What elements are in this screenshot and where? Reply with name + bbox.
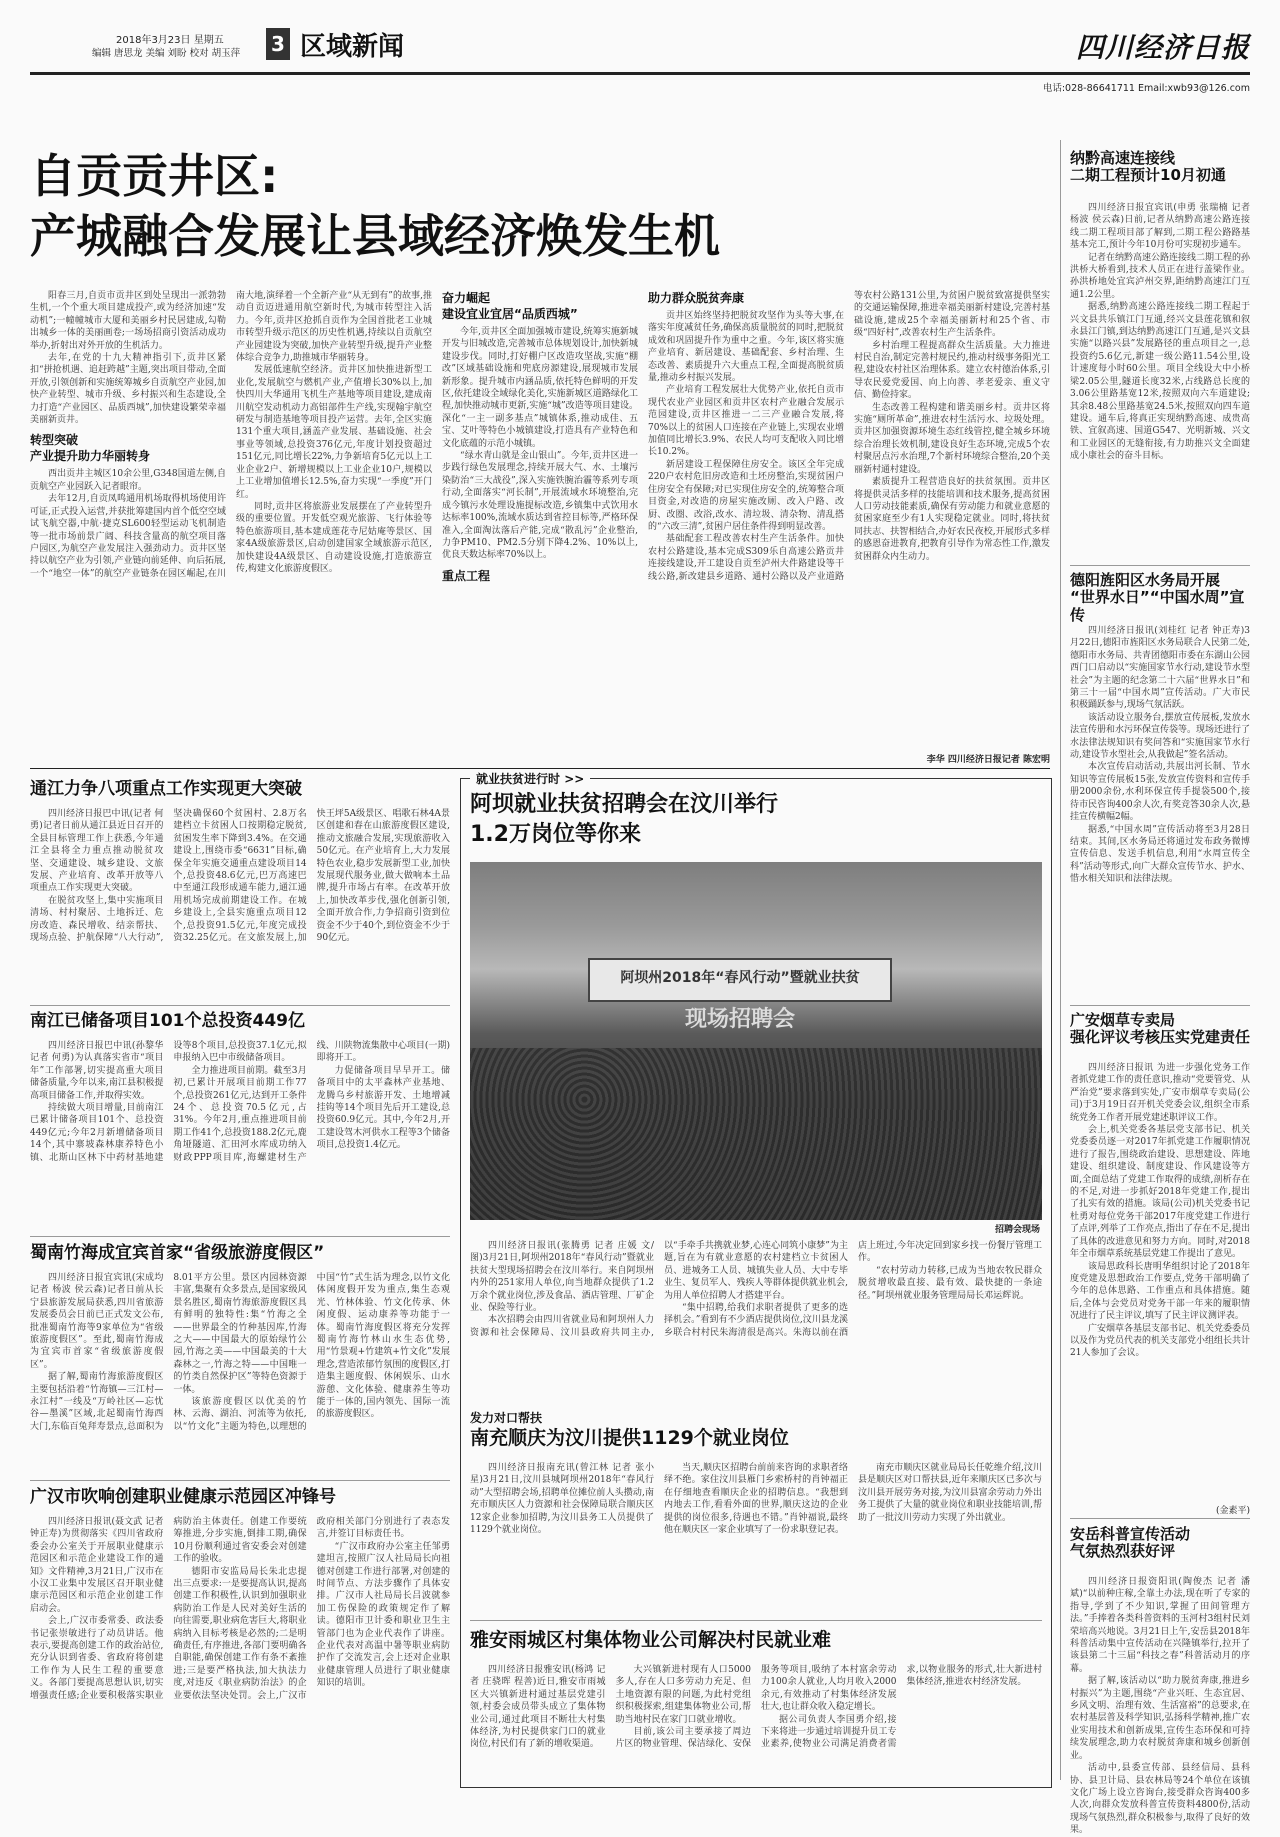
photo-caption: 招聘会现场 <box>994 1225 1040 1235</box>
sidebar-a3-title <box>1070 1012 1250 1047</box>
page-number: 3 <box>266 28 290 60</box>
yaan-body <box>470 1664 1042 1782</box>
sidebar-a2-body <box>1070 625 1250 995</box>
sidebar-rule <box>1070 1005 1250 1006</box>
date-line: 2018年3月23日 星期五 <box>116 35 224 46</box>
sidebar-a1-title-line2: 二期工程预计10月初通 <box>1070 166 1226 185</box>
lead-subhead-2b: 建设宜业宜居“品质西城” <box>442 307 578 321</box>
sidebar-a3-byline: (金素平) <box>1215 1506 1250 1516</box>
article-paragraph: 四川经济日报雅安讯(杨鸿 记者 庄骁晖 程善)近日,雅安市雨城区大兴镇新进村通过基层党建引领,村委会成员带头成立了集体物业公司,通过此项目不断壮大村集体经济,为村民提供家门口的就业岗位,村民们有了新的增收渠道。 <box>470 1665 606 1750</box>
sidebar-divider <box>1060 140 1061 1780</box>
article-paragraph: 该旅游度假区以优美的竹林、云海、湖泊、河流等为依托,以“竹文化”主题为特色,以理想的中国“竹”式生活为理念,以竹文化体闲度假开发为重点,集生态观光、竹林体验、竹文化传承、休闲度假、运动康养等功能于一体。蜀南竹海度假区将充分发挥蜀南竹海竹林山水生态优势,用“竹景观+竹建筑+竹文化”发展理念,营造浓郁竹氛围的度假区,打造集主题度假、休闲娱乐、山水游憩、文化体验、健康养生等功能于一体的,国内领先、国际一流的旅游度假区。 <box>173 1273 450 1432</box>
lead-paragraph: 今年,贡井区全面加强城市建设,统筹实施新城开发与旧城改造,完善城市总体规划设计,加快新城建设步伐。同时,打好棚户区改造攻坚战,实施“棚改”区域基础设施和兜底房源建设,展现城市发展新形象。提升城市内涵品质,依托特色鲜明的开发区,依托建设全域绿化美化,实施新城区道路绿化工程,加快推动城市更新,实施“城”改造等项目建设。深化“一主一副多基点”城镇体系,推动成佳、五宝、艾叶等特色小城镇建设,打造具有产业特色和文化底蕴的示范小城镇。 <box>442 327 638 449</box>
sidebar-paragraph: 活动中,县委宣传部、县经信局、县科协、县卫计局、县农林局等24个单位在该镇文化广场上设立咨询台,接受群众咨询400多人次,向群众发放科普宣传资料4800份,活动现场气氛热烈,群众积极参与,取得了良好的效果。 <box>1070 1763 1250 1836</box>
sidebar-paragraph: 四川经济日报宜宾讯(申勇 张瑞楠 记者 杨波 侯云森)日前,记者从纳黔高速公路连接线二期工程项目部了解到,二期工程公路路基基本完工,预计今年10月份可实现初步通车。 <box>1070 203 1250 251</box>
sidebar-paragraph: 据悉,“中国水周”宣传活动将至3月28日结束。其间,区水务局还将通过发布政务微博宣传信息、发送手机信息,利用“水周宣传全科”活动等形式,向广大群众宣传节水、护水、惜水相关知识和法律法规。 <box>1070 824 1250 885</box>
double-chevron-icon: >> <box>564 772 585 786</box>
article-paragraph: 大兴镇新进村现有人口5000多人,存在人口多劳动力充足、但土地资源有限的问题,为此村党组织积极探索,组建集体物业公司,帮助当地村民在家门口就业增收。 <box>615 1665 751 1725</box>
employment-body <box>470 1240 1042 1402</box>
article-paragraph: 四川经济日报讯(张腾勇 记者 庄媛 文/图)3月21日,阿坝州2018年“春风行动”暨就业扶贫大型现场招聘会在汶川举行。来自阿坝州内外的251家用人单位,向当地群众提供了1.2万余个就业岗位,涉及食品、酒店管理、厂矿企业、保险等行业。 <box>470 1241 654 1314</box>
article-paragraph: “集中招聘,给我们求职者提供了更多的选择机会。”看到有不少酒店提供岗位,汶川县龙溪乡联合村村民朱海清很是高兴。朱海以前在酒店上班过,今年决定回到家乡找一份餐厅管理工作。 <box>664 1241 1042 1338</box>
article-paragraph: 在脱贫攻坚上,集中实施项目清场、村村聚居、土地拆迁、危房改造、森民增收、结亲帮扶、现场点验、护航保障“八大行动”,坚决确保60个贫困村、2.8万名建档立卡贫困人口按期稳定脱贫,贫困发生率下降到3.4%。在交通建设上,围绕市委“6631”目标,确保全年实施交通重点建设项目14个,总投资48.6亿元,巴万高速巴中至通江段形成通车能力,通江通用机场完成前期建设工作。在城乡建设上,全县实施重点项目12个,总投资91.5亿元,年度完成投资32.25亿元。在文旅发展上,加快王坪5A级景区、唱歌石林4A景区创建和春在山旅游度假区建设,推动文旅融合发展,实现旅游收入50亿元。在产业培育上,大力发展特色农业,稳步发展新型工业,加快发展现代服务业,做大做响本土品牌,提升市场占有率。在改革开放上,加快改革步伐,强化创新引领,全面开放合作,力争招商引资到位资金不少于40个,到位资金不少于90亿元。 <box>30 809 450 944</box>
editors-line: 编辑 唐思龙 美编 刘盼 校对 胡玉萍 <box>92 48 241 59</box>
lead-paragraph: 产业培育工程发展壮大优势产业,依托自贡市现代农业产业园区和贡井区农村产业融合发展示范园建设,贡井区推进一二三产业融合发展,将70%以上的贫困人口连接在产业链上,实现农业增加值同比增长3.9%、农民人均可支配收入同比增长10.2%。 <box>648 385 844 458</box>
lead-paragraph: 新居建设工程保障住房安全。该区全年完成220户农村危旧房改造和土坯房整治,实现贫困户住房安全有保障;对已实现住房安全的,统筹整合项目资金,对改造的房屋实施改厕、改入户路、改厨、改圈、改浴,改水、清垃圾、清杂物、清乱搭的“六改三清”,贫困户居住条件得到明显改善。 <box>648 459 844 532</box>
tongjiang-title: 通江力争八项重点工作实现更大突破 <box>30 779 302 799</box>
nanjiang-title: 南江已储备项目101个总投资449亿 <box>30 1011 305 1031</box>
sidebar-a4-title <box>1070 1526 1250 1561</box>
tongjiang-body <box>30 808 450 998</box>
lead-paragraph: 生态改善工程构建和谐美丽乡村。贡井区将实施“厕所革命”,推进农村生活污水、垃圾处理。贡井区加强资源环境生态红线管控,健全城乡环境综合治理长效机制,建设良好生态环境,完成5个农村聚居点污水治理,7个新村环境综合整治,20个美丽新村通村建设。 <box>854 402 1050 475</box>
lead-subhead-2a: 奋力崛起 <box>442 291 491 305</box>
lead-paragraph: 基础配套工程改善农村生产生活条件。加快农村公路建设,基本完成S309乐自高速公路贡井连接线建设,开工建设自贡至泸州大件路建设等干线公路,新改建县乡道路、通村公路以及产业道路等农村公路131公里,为贫困户脱贫致富提供坚实的交通运输保障,推进幸福美丽新村建设,完善村基础设施,建成25个幸福美丽新村和25个省、市级“四好村”,改善农村生产生活条件。 <box>648 291 1050 582</box>
sidebar-paragraph: 据悉,纳黔高速公路连接线二期工程起于兴文县共乐镇江门互通,经兴文县莲花镇和叙永县江门镇,到达纳黔高速江门互通,是兴文县实施“以路兴县”发展路径的重点项目之一,总投资约5.6亿元,新建一级公路11.54公里,设计速度每小时60公里。项目全线设大中小桥梁2.05公里,隧道长度32米,占线路总长度的3.06公里路基宽12米,按照双向六车道建设;其余8.48公里路基宽24.5米,按照双向四车道建设。通车后,将真正实现纳黔高速、成贵高铁、宜叙高速、国道G547、光明新城、兴文和工业园区的无缝衔接,有力助推兴文全面建成小康社会的奋斗目标。 <box>1070 302 1250 462</box>
sidebar-rule <box>1070 1518 1250 1519</box>
sidebar-a4-body <box>1070 1576 1250 1836</box>
sidebar-a1-title-line1: 纳黔高速连接线 <box>1070 149 1176 167</box>
guanghan-title: 广汉市吹响创建职业健康示范园区冲锋号 <box>30 1487 336 1507</box>
sidebar-paragraph: 四川经济日报讯 为进一步强化党务工作者抓党建工作的责任意识,推动“党要管党、从严治党”要求落到实处,广安市烟草专卖局(公司)于3月19日召开机关党委会议,组织全市系统党务工作者开展党建述职评议工作。 <box>1070 1063 1250 1123</box>
sidebar-paragraph: 该活动设立服务台,摆放宣传展板,发放水法宣传册和水污环保宣传袋等。现场还进行了水法律法规知识有奖问答和“实施国家节水行动,建设节水型社会,从我做起”签名活动。 <box>1070 712 1251 761</box>
sidebar-a4-title-line2: 气氛热烈获好评 <box>1070 1542 1176 1561</box>
paper-logo: 四川经济日报 <box>1075 31 1250 64</box>
sidebar-a4-title-line1: 安岳科普宣传活动 <box>1070 1525 1191 1543</box>
article-paragraph: 四川经济日报讯(聂文武 记者 钟正寿)为贯彻落实《四川省政府委会办公室关于开展职业健康示范园区和示范企业建设工作的通知》文件精神,3月21日,广汉市在小汉工业集中发展区召开职业健康示范园区和示范企业创建工作启动会。 <box>30 1517 164 1614</box>
sidebar-a1-title <box>1070 150 1250 185</box>
lead-title-line2: 产城融合发展让县域经济焕发生机 <box>30 209 720 263</box>
article-rule <box>30 1236 450 1237</box>
lead-paragraph: 西出贡井主城区10余公里,G348国道左侧,自贡航空产业园跃入记者眼帘。 <box>30 469 226 492</box>
sidebar-a2-title-line1: 德阳旌阳区水务局开展 <box>1070 571 1221 589</box>
contact-line: 电话:028-86641711 Email:xwb93@126.com <box>1042 83 1250 94</box>
sidebar-paragraph: 本次宣传启动活动,共展出河长制、节水知识等宣传展板15张,发放宣传资料和宣传手册2000余份,水利环保宣传手提袋500个,接待市民咨询400余人次,有奖竞答30余人次,悬挂宣传横幅2幅。 <box>1070 762 1250 823</box>
article-paragraph: 当天,顺庆区招聘台前前来咨询的求职者络绎不绝。家住汶川县雁门乡索桥村的肖钟福正在仔细地查看顺庆企业的招聘信息。“我想到内地去工作,看看外面的世界,顺庆这边的企业提供的岗位很多,待遇也不错。”肖钟福说,最终他在顺庆区一家企业填写了一份求职登记表。 <box>664 1463 848 1536</box>
article-rule <box>470 1620 1042 1621</box>
lead-paragraph: 发展低速航空经济。贡井区加快推进新型工业化,发展航空与燃机产业,产值增长30%以上,加快四川大华通用飞机生产基地等项目建设,建成南川航空发动机动力高铝部件生产线,实现翰宇航空研发与制造基地等项目投产运营。去年,全区实施131个重大项目,涵盖产业发展、基础设施、社会事业等领域,总投资376亿元,年度计划投资超过151亿元,同比增长22%,力争新培育5亿元以上工业企业2户、新增规模以上工业企业10户,规模以上工业增加值增长12.5%,奋力实现“一季度”开门红。 <box>236 365 432 500</box>
lead-article-body <box>30 290 1050 750</box>
shunan-title: 蜀南竹海成宜宾首家“省级旅游度假区” <box>30 1243 325 1263</box>
article-rule <box>30 1480 450 1481</box>
lead-title-line1: 自贡贡井区: <box>30 149 279 203</box>
nanjiang-body <box>30 1040 450 1230</box>
lead-subhead-3a: 重点工程 <box>442 568 491 583</box>
article-paragraph: 四川经济日报巴中讯(记者 何勇)记者日前从通江县近日召开的全县目标管理工作上获悉,今年通江全县将全力重点推动脱贫攻坚、交通建设、城乡建设、文旅发展、产业培育、改革开放等八项重点工作实现更大突破。 <box>30 809 164 894</box>
article-paragraph: 四川经济日报宜宾讯(宋成均 记者 杨波 侯云森)记者日前从长宁县旅游发展局获悉,四川省旅游发展委员会日前已正式发文公布,批准蜀南竹海等9家单位为“省级旅游度假区”。至此,蜀南竹海成为宜宾市首家“省级旅游度假区”。 <box>30 1273 164 1370</box>
lead-bottom-rule <box>30 768 1050 769</box>
lead-paragraph: 贡井区始终坚持把脱贫攻坚作为头等大事,在落实年度减贫任务,确保高质量脱贫的同时,把脱贫成效和巩固提升作为重中之重。今年,该区将实施产业培育、新居建设、基础配套、乡村治理、生态改善、素质提升六大重点工程,全面提高脱贫质量,推动乡村振兴发展。 <box>648 311 844 384</box>
section-name: 区域新闻 <box>300 32 405 62</box>
article-paragraph: 全力推进项目前期。截至3月初,已累计开展项目前期工作77个,总投资261亿元,达到开工条件24个、总投资70.5亿元,占31%。今年2月,重点推进项目前期工作41个,总投资188.2亿元,鹿角垭隧道、汇田河水库成功纳入财政PPP项目库,海螺建材生产线、川陕物流集散中心项目(一期)即将开工。 <box>173 1041 450 1163</box>
article-paragraph: “农村劳动力转移,已成为当地农牧民群众脱贫增收最直接、最有效、最快捷的一条途径。”阿坝州就业服务管理局局长邓运辉说。 <box>858 1265 1042 1301</box>
article-paragraph: “广汉市政府办公室主任邹勇建坦言,按照广汉人社局局长向祖德对创建工作进行部署,对创建的时间节点、方法步骤作了具体安排。广汉市人社局局长吕波就参加工伤保险的政策规定作了解读。德阳市卫计委和职业卫生主管部门也为企业代表作了讲座。企业代表对高温中暑等职业病防护作了交流发言,会上还对企业职业健康管理人员进行了职业健康知识的培训。 <box>316 1541 450 1689</box>
sidebar-a3-body <box>1070 1062 1250 1502</box>
sidebar-paragraph: 会上,机关党委各基层党支部书记、机关党委委员逐一对2017年抓党建工作履职情况进行了报告,围绕政治建设、思想建设、阵地建设、组织建设、制度建设、作风建设等方面,全面总结了党建工作取得的成绩,剖析存在的不足,对进一步抓好2018年党建工作,提出了扎实有效的措施。该局(公司)机关党委书记杜勇对每位党务干部2017年度党建工作进行了点评,列举了工作亮点,指出了存在不足,提出了具体的改进意见和努力方向。同时,对2018年全市烟草系统基层党建工作提出了意见。 <box>1070 1125 1250 1260</box>
article-paragraph: 力促储备项目早早开工。储备项目中的太平森林产业基地、龙腾乌乡村旅游开发、土地增减挂钩等14个项目先后开工建设,总投资60.9亿元。其中,今年2月,开工建设驾木河供水工程等3个储备项目,总投资1.4亿元。 <box>316 1065 450 1151</box>
sidebar-paragraph: 据了解,该活动以“助力脱贫奔康,推进乡村振兴”为主题,围绕“产业兴旺、生态宜居、乡风文明、治理有效、生活富裕”的总要求,在农村基层普及科学知识,弘扬科学精神,推广农业实用技术和创新成果,宣传生态环保和可持续发展理念,助力农村脱贫奔康和城乡创新创业。 <box>1070 1676 1250 1761</box>
lead-subhead-1b: 产业提升助力华丽转身 <box>30 449 151 464</box>
employment-title-1: 阿坝就业扶贫招聘会在汶川举行 <box>470 792 779 817</box>
sidebar-a2-title-line2: “世界水日”“中国水周”宣传 <box>1070 588 1245 624</box>
shunan-body <box>30 1272 450 1472</box>
lead-paragraph: 阳春三月,自贡市贡井区到处呈现出一派勃勃生机,一个个重大项目建成投产,或为经济加速“发动机”;一幢幢城市大厦和美丽乡村民居建成,勾勒出城乡一体的美丽画卷;一场场招商引资活动成功举办,折射出对外开放的生机活力。 <box>30 291 226 351</box>
sidebar-a1-body <box>1070 202 1250 562</box>
article-paragraph: 目前,该公司主要承接了周边片区的物业管理、保洁绿化、安保服务等项目,吸纳了本村富余劳动力100余人就业,人均月收入2000余元,有效推动了村集体经济发展壮大,也让群众收入稳定增长。 <box>615 1665 897 1750</box>
sidebar-paragraph: 广安烟草各基层支部书记、机关党委委员以及作为党员代表的机关支部党小组组长共计21人参加了会议。 <box>1070 1323 1251 1359</box>
sidebar-a3-title-line2: 强化评议考核压实党建责任 <box>1070 1028 1251 1047</box>
masthead-rule <box>30 72 1250 75</box>
lead-subhead-3b: 助力群众脱贫奔康 <box>648 291 745 305</box>
sidebar-paragraph: 该局思政科长唐明华组织讨论了2018年度党建及思想政治工作要点,党务干部明确了今年的总体思路、工作重点和具体措施。随后,全体与会党员对党务干部一年来的履职情况进行了民主评议,填写了民主评议测评表。 <box>1070 1261 1250 1322</box>
article-paragraph: 据公司负责人李国勇介绍,接下来将进一步通过培训提升员工专业素养,使物业公司满足消费者需求,以物业服务的形式,壮大新进村集体经济,推进农村经济发展。 <box>761 1665 1042 1750</box>
article-paragraph: 据了解,蜀南竹海旅游度假区主要包括沿着“竹海镇—三江村—永江村”一线及“万岭社区—忘忧谷—墨溪”区域,北起蜀南竹海西大门,东临百兔拜寿景点,总面积为8.01平方公里。景区内园林资源丰富,集聚有众多景点,是国家级风景名胜区,蜀南竹海旅游度假区具有鲜明的独特性:集“竹海之全——世界最全的竹种基因库,竹海之大——中国最大的原始绿竹公园,竹海之美——中国最美的十大森林之一,竹海之特——中国唯一的竹类自然保护区”等特色资源于一体。 <box>30 1273 307 1432</box>
lead-paragraph: 乡村治理工程提高群众生活质量。大力推进村民自治,制定完善村规民约,推动村级事务阳光工程,建设农村社区治理体系。建立农村德治体系,引导农民爱党爱国、向上向善、孝老爱亲、重义守信、勤俭持家。 <box>854 340 1050 401</box>
crowd-texture <box>470 1048 1042 1220</box>
lead-paragraph: 同时,贡井区将旅游业发展摆在了产业转型升级的重要位置。开发低空观光旅游、飞行体验等特色旅游项目,基本建成莲花寺尼姑庵等景区、国家4A级旅游景区,启动创建国家全域旅游示范区,加快建设4A级景区、自动建设设施,打造旅游宣传,构建文化旅游度假区。 <box>236 501 432 574</box>
nanchong-kicker: 发力对口帮扶 <box>470 1411 543 1425</box>
employment-title-2: 1.2万岗位等你来 <box>470 822 641 847</box>
sidebar-paragraph: 四川经济日报讯(刘桂红 记者 钟正寿)3月22日,德阳市旌阳区水务局联合人民第二处,德阳市水务局、共青团德阳市委在东湖山公园西门口启动以“实施国家节水行动,建设节水型社会”为主题的纪念第二十六届“世界水日”和第三十一届“中国水周”宣传活动。广大市民积极踊跃参与,现场气氛活跃。 <box>1070 626 1251 711</box>
lead-byline: 李华 四川经济日报记者 陈宏明 <box>926 755 1050 765</box>
nanchong-body <box>470 1462 1042 1612</box>
employment-section-tag <box>470 770 590 787</box>
lead-paragraph: 去年12月,自贡凤鸣通用机场取得机场使用许可证,正式投入运营,并获批筹建国内首个低空空域试飞航空器,中航·捷克SL600轻型运动飞机制造等一批市场前景广阔、科技含量高的航空项目落户园区,为航空产业发展注入强劲动力。贡井区坚持以航空产业为引领,产业链向前延伸、向后拓展,一个“地空一体”的航空产业链条在园区崛起,在川南大地,演绎着一个全新产业“从无到有”的故事,推动自贡迈进通用航空新时代,为城市转型注入活力。今年,贡井区抢抓自贡作为全国首批老工业城市转型升级示范区的历史性机遇,持续以自贡航空产业园建设为突破,加快产业转型升级,提升产业整体综合竞争力,助推城市华丽转身。 <box>30 291 432 579</box>
section-tag-label: 就业扶贫进行时 <box>476 772 561 786</box>
sidebar-rule <box>1070 565 1250 566</box>
lead-subhead-1a: 转型突破 <box>30 433 79 448</box>
article-paragraph: 四川经济日报巴中讯(孙黎华 记者 何勇)为认真落实省市“项目年”工作部署,切实提高重大项目储备质量,今年以来,南江县积极提高项目储备工作,并取得实效。 <box>30 1041 164 1101</box>
lead-paragraph: “绿水青山就是金山银山”。今年,贡井区进一步践行绿色发展理念,持续开展大气、水、土壤污染防治“三大战役”,深入实施铁腕治霾等系列专项行动,全面落实“河长制”,开展流域水环境整治,完成今镇污水处理设施提标改造,乡镇集中式饮用水达标率100%,流域水质达到省控目标等,严格环保准入,全面淘汰落后产能,完成“散乱污”企业整治,力争PM10、PM2.5分别下降4.2%、10%以上,优良天数达标率70%以上。 <box>442 451 638 561</box>
sidebar-paragraph: 记者在纳黔高速公路连接线二期工程的孙洪桥大桥看到,技术人员正在进行盖梁作业。孙洪桥地处宜宾泸州交界,距纳黔高速江门互通1.2公里。 <box>1070 252 1251 300</box>
yaan-title: 雅安雨城区村集体物业公司解决村民就业难 <box>470 1629 832 1651</box>
article-paragraph: 四川经济日报南充讯(曾江林 记者 张小星)3月21日,汶川县城阿坝州2018年“春风行动”大型招聘会场,招聘单位摊位前人头攒动,南充市顺庆区人力资源和社会保障局联合顺庆区12家企业参加招聘,为汶川县务工人员提供了1129个就业岗位。 <box>470 1463 654 1536</box>
nanchong-title: 南充顺庆为汶川提供1129个就业岗位 <box>470 1427 789 1449</box>
lead-paragraph: 去年,在党的十九大精神指引下,贡井区紧扣“拼抢机遇、追赶跨越”主题,突出项目带动,全面开放,引领创新和实施统筹城乡自贡航空产业园,加快产业转型、城市升级、乡村振兴和生态建设,全力打造“产业园区、品质西城”,加快建设繁荣幸福美丽新贡井。 <box>30 353 226 426</box>
article-paragraph: 德阳市安监局局长朱北忠提出三点要求:一是要提高认识,提高创建工作积极性,认识到加强职业病防治工作是人民对美好生活的向往需要,职业病危害巨大,将职业病纳入目标考核是必然的;二是明确责任,有序推进,各部门要明确各自职能,确保创建工作有条不紊推进;三是要严格执法,加大执法力度,对违反《职业病防治法》的企业要依法坚决处罚。会上,广汉市政府相关部门分别进行了表态发言,并签订目标责任书。 <box>173 1517 450 1701</box>
article-rule <box>30 1005 450 1006</box>
job-fair-photo <box>470 862 1042 1220</box>
photo-sign: 现场招聘会 <box>684 1007 795 1032</box>
lead-paragraph: 素质提升工程营造良好的扶贫氛围。贡井区将提供灵活多样的技能培训和技术服务,提高贫困人口劳动技能素质,确保有劳动能力和就业意愿的贫困家庭至少有1人实现稳定就业。同时,将扶贫同扶志、扶智相结合,办好农民夜校,开展形式多样的感恩奋进教育,把教育引导作为常态性工作,激发贫困群众内生动力。 <box>854 477 1050 562</box>
sidebar-a2-title <box>1070 572 1250 624</box>
article-paragraph: 本次招聘会由四川省就业局和阿坝州人力资源和社会保障局、汶川县政府共同主办,以“手牵手共携就业梦,心连心同筑小康梦”为主题,旨在为有就业意愿的农村建档立卡贫困人员、进城务工人员、城镇失业人员、大中专毕业生、复员军人、残疾人等群体提供就业机会,为用人单位招聘人才搭建平台。 <box>470 1241 848 1338</box>
sidebar-a3-title-line1: 广安烟草专卖局 <box>1070 1011 1176 1029</box>
sidebar-paragraph: 四川经济日报资阳讯(陶俊杰 记者 潘斌)“以前种庄稼,全靠土办法,现在听了专家的指导,学到了不少知识,掌握了田间管理方法。”手捧着各类科普资料的玉河村3组村民刘荣培高兴地说。3月21日上午,安岳县2018年科普活动集中宣传活动在兴隆镇举行,拉开了该县第二十三届“科技之春”科普活动月的序幕。 <box>1070 1577 1250 1674</box>
article-paragraph: 会上,广汉市委常委、政法委书记张崇敏进行了动员讲话。他表示,要提高创建工作的政治站位,充分认识到省委、省政府将创建工作作为人民生工程的重要意义。各部门要提高思想认识,切实增强责任感;企业要积极落实职业病防治主体责任。创建工作要统筹推进,分步实施,倒排工期,确保10月份顺利通过省安委会对创建工作的验收。 <box>30 1517 307 1701</box>
article-paragraph: 持续做大项目增量,目前南江已累计储备项目101个、总投资449亿元;今年2月新增储备项目14个,其中寨坡森林康养特色小镇、北斯山区林下中药材基地建设等8个项目,总投资37.1亿元,拟申报纳入巴中市级储备项目。 <box>30 1041 307 1163</box>
guanghan-body <box>30 1516 450 1786</box>
article-paragraph: 南充市顺庆区就业局局长任乾维介绍,汶川县是顺庆区对口帮扶县,近年来顺庆区已多次与汶川县开展劳务对接,为汶川县富余劳动力外出务工提供了大量的就业岗位和职业技能培训,帮助了一批汶川劳动力实现了外出就业。 <box>858 1463 1042 1523</box>
photo-banner: 阿坝州2018年“春风行动”暨就业扶贫 <box>588 958 892 1002</box>
